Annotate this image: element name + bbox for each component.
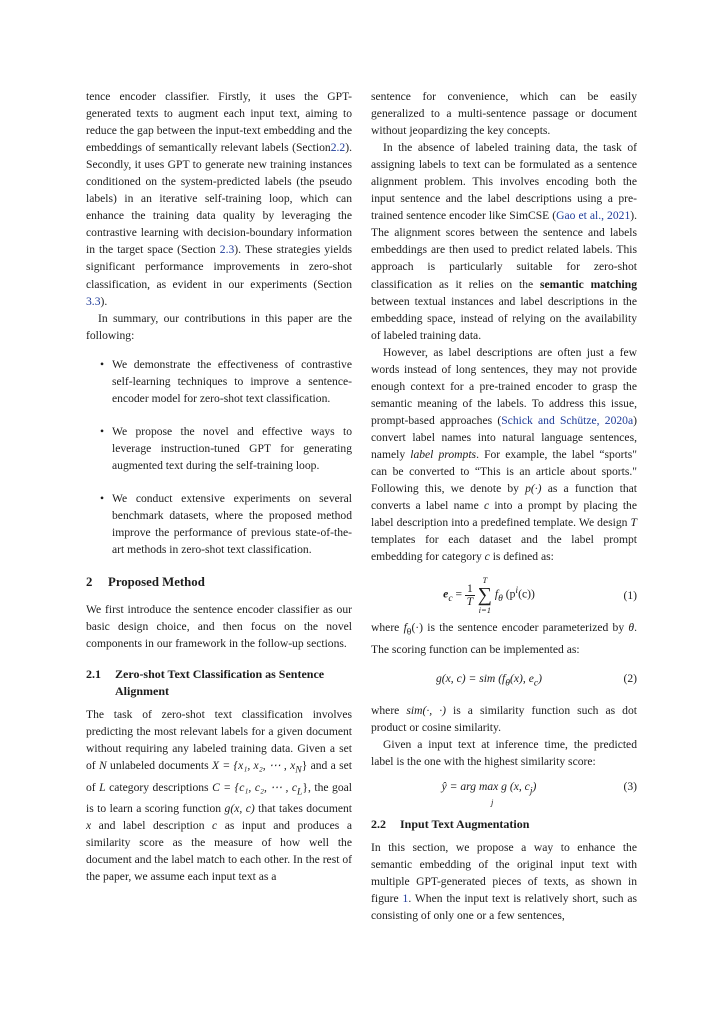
left-column <box>86 88 352 885</box>
right-column <box>371 88 637 924</box>
section-heading-2: 2 Proposed Method <box>86 575 205 590</box>
list-item: • We propose the novel and effective ways to leverage instruction-tuned GPT for generating augmented text during the self-training loop. <box>100 424 352 472</box>
right-paragraph-7: In this section, we propose a way to enhance the semantic embedding of the original input text with multiple GPT-generated pieces of texts, as shown in figure 1. When the input text is relatively short, such as consisting of only one or a few sentences, <box>371 840 637 923</box>
bullet-icon: • <box>100 491 105 505</box>
section-ref-2-3[interactable]: 2.3 <box>219 243 235 257</box>
list-item: • We demonstrate the effectiveness of contrastive self-learning techniques to improve a sentence-encoder model for zero-shot text classification. <box>100 357 352 405</box>
right-paragraph-3: However, as label descriptions are often just a few words instead of long sentences, they may not provide enough context for a pre-trained encoder to grasp the semantic meaning of the labels. To address this issue, prompt-based approaches (Schick and Schütze, 2020a) convert label names into natural language sentences, namely label prompts. For example, the label “sports" can be converted to “This is an article about sports." Following this, we denote by p(·) as a function that converts a label name c into a prompt by placing the label description into a predefined template. We design T templates for each dataset and the label prompt embedding for category c is defined as: <box>371 345 637 564</box>
section-ref-2-2[interactable]: 2.2 <box>330 141 346 155</box>
right-paragraph-1: sentence for convenience, which can be easily generalized to a multi-sentence passage or document without jeopardizing the key concepts. <box>371 90 637 138</box>
left-paragraph-2: In summary, our contributions in this paper are the following: <box>86 311 352 342</box>
right-paragraph-5: where sim(·, ·) is a similarity function such as dot product or cosine similarity. <box>371 703 637 734</box>
left-paragraph-3: We first introduce the sentence encoder classifier as our basic design choice, and then focus on the novel components in our framework in the follow-up sections. <box>86 603 352 651</box>
right-paragraph-2: In the absence of labeled training data, the task of assigning labels to text can be formulated as a sentence alignment problem. This involves encoding both the input sentence and the label descriptions using a pre-trained sentence encoder like SimCSE (Gao et al., 2021). The alignment scores between the sentence and labels embeddings are then used to predict related labels. This approach is particularly suitable for zero-shot classification as it relies on the semantic matching between textual instances and label descriptions in the embedding space, instead of relying on the availability of labeled training data. <box>371 141 638 342</box>
left-paragraph-4: The task of zero-shot text classification involves predicting the most relevant labels for a given document without requiring any labeled training data. Given a set of N unlabeled documents X = {x₁, x₂, ⋯ , $x_N$} and a set of L category descriptions C = {c₁, c₂, ⋯ , $c_L$}, the goal is to learn a scoring function g(x, c) that takes document x and label description c as input and produces a similarity score as the measure of how well the document and the label match to each other. In the rest of the paper, we assume each input text as a <box>86 708 353 884</box>
right-paragraph-6: Given a input text at inference time, the predicted label is the one with the highest similarity score: <box>371 737 637 768</box>
equation-number: (2) <box>623 671 637 685</box>
equation-number: (3) <box>623 779 637 793</box>
equation-2: g(x, c) = sim ($f_\theta(x)$, $e_c$) (2) <box>435 671 637 689</box>
section-heading-2-1: 2.1 Zero-shot Text Classification as Sentence Alignment <box>86 667 325 699</box>
equation-3: ŷ = arg max g (x, $c_j$) j (3) <box>371 770 637 816</box>
citation-gao-2021[interactable]: Gao et al., 2021 <box>556 209 631 223</box>
equation-number: (1) <box>623 589 637 603</box>
equation-1: $e_c$ = $\frac{1}{T}$ T ∑ i=1 $f_\theta$ $(p^i(c))$ (1) <box>443 575 637 616</box>
figure-ref-1[interactable]: 1 <box>402 892 409 906</box>
left-paragraph-1: tence encoder classifier. Firstly, it uses the GPT-generated texts to augment each input text, aiming to reduce the gap between the input-text embedding and the embeddings of semantically relevant labels (Section2.2). Secondly, it uses GPT to generate new training instances conditioned on the system-predicted labels (the pseudo labels) in an iterative self-training loop, which can enhance the training data quality by leveraging the contrastive learning with decision-boundary information in the target space (Section 2.3). These strategies yields significant performance improvements in zero-shot classification, as evident in our experiments (Section 3.3). <box>86 90 353 308</box>
contributions-list <box>86 356 352 558</box>
citation-schick-2020a[interactable]: Schick and Schütze, 2020a <box>501 413 634 427</box>
list-item: • We conduct extensive experiments on several benchmark datasets, where the proposed method improve the performance of previous state-of-the-art methods in zero-shot text classification. <box>100 491 352 557</box>
right-paragraph-4: where $f_\theta(\cdot)$ is the sentence encoder parameterized by θ. The scoring function can be implemented as: <box>371 621 637 656</box>
section-heading-2-2: 2.2 Input Text Augmentation <box>371 816 530 831</box>
argmax-subscript: j <box>491 796 494 807</box>
bullet-icon: • <box>100 357 105 371</box>
section-ref-3-3[interactable]: 3.3 <box>86 294 101 308</box>
bullet-icon: • <box>100 424 105 438</box>
